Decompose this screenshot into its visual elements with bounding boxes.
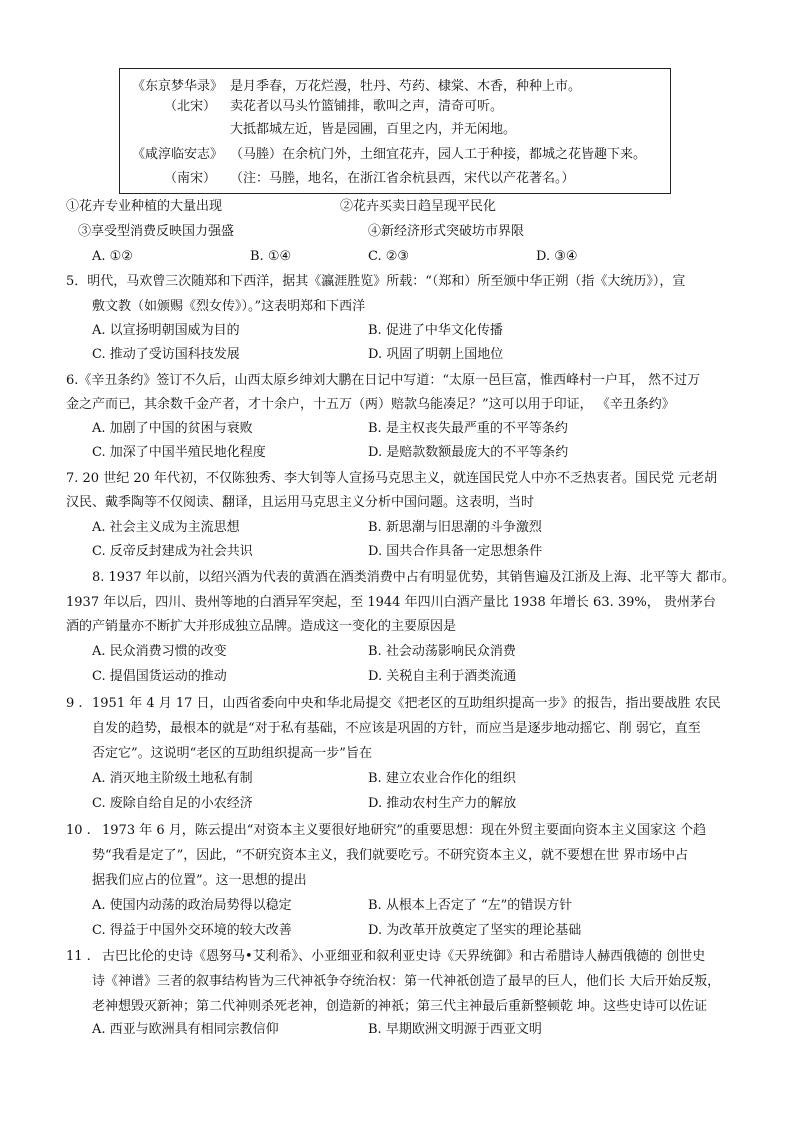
q11-stem-line-3: 老神想毁灭新神；第二代神则杀死老神，创造新的神祇；第三代主神最后重新整顿乾 坤。这些史诗可以佐证: [92, 999, 708, 1014]
q10-option-c: C. 得益于中国外交环境的较大改善: [92, 923, 292, 938]
q9-stem-line-3: 否定它”。这说明“老区的互助组织提高一步”旨在: [92, 746, 372, 761]
q6-stem-line-1: 6.《辛丑条约》签订不久后，山西太原乡绅刘大鹏在日记中写道：“太原一邑巨富，惟西峰村一户耳， 然不过万: [66, 373, 701, 388]
source-era-2: （南宋）: [164, 171, 217, 186]
q9-option-b: B. 建立农业合作化的组织: [368, 771, 516, 786]
q4-statement-3: ③享受型消费反映国力强盛: [78, 224, 235, 239]
q5-stem-line-1: 5．明代，马欢曾三次随郑和下西洋，据其《瀛涯胜览》所载：“（郑和）所至颁中华正朔（指《大统历》），宣: [66, 274, 686, 289]
q4-statement-1: ①花卉专业种植的大量出现: [66, 199, 223, 214]
source-text-1: 是月季春，万花烂漫，牡丹、芍药、棣棠、木香，种种上市。: [230, 79, 582, 94]
q4-option-b: B. ①④: [250, 249, 292, 264]
q8-stem-line-1: 8. 1937 年以前，以绍兴酒为代表的黄酒在酒类消费中占有明显优势，其销售遍及江浙及上海、北平等大 都市。: [92, 570, 735, 585]
q5-option-c: C. 推动了受访国科技发展: [92, 347, 240, 362]
source-text-5: （注：马塍，地名，在浙江省余杭县西，宋代以产花著名。）: [230, 171, 575, 186]
q10-stem-line-3: 据我们应占的位置”。这一思想的提出: [92, 873, 307, 888]
q4-statement-2: ②花卉买卖日趋呈现平民化: [340, 199, 497, 214]
q4-option-a: A. ①②: [92, 249, 133, 264]
q6-option-c: C. 加深了中国半殖民地化程度: [92, 445, 266, 460]
source-text-3: 大抵都城左近，皆是园圃，百里之内，并无闲地。: [230, 122, 517, 137]
q8-stem-line-3: 酒的产销量亦不断扩大并形成独立品牌。造成这一变化的主要原因是: [66, 619, 457, 634]
q6-option-a: A. 加剧了中国的贫困与衰败: [92, 421, 253, 436]
q8-option-b: B. 社会动荡影响民众消费: [368, 644, 516, 659]
q6-option-d: D. 是赔款数额最庞大的不平等条约: [368, 445, 569, 460]
q7-stem-line-2: 汉民、戴季陶等不仅阅读、翻译，且运用马克思主义分析中国问题。这表明，当时: [66, 495, 535, 510]
q8-option-d: D. 关税自主利于酒类流通: [368, 669, 517, 684]
source-text-4: （马塍）在余杭门外，土细宜花卉，园人工于种接，都城之花皆趣下来。: [230, 147, 647, 162]
q11-option-b: B. 早期欧洲文明源于西亚文明: [368, 1022, 542, 1037]
source-text-2: 卖花者以马头竹篮铺排，歌叫之声，清奇可听。: [230, 99, 504, 114]
q5-stem-line-2: 敷文教（如颁赐《烈女传》）。”这表明郑和下西洋: [92, 299, 366, 314]
q4-statement-4: ④新经济形式突破坊市界限: [368, 224, 525, 239]
source-era-1: （北宋）: [164, 99, 217, 114]
q10-option-a: A. 使国内动荡的政治局势得以稳定: [92, 898, 292, 913]
q10-number: 10 .: [66, 823, 91, 838]
source-title-2: 《咸淳临安志》: [132, 147, 224, 162]
q11-number: 11 .: [66, 949, 91, 964]
q7-option-b: B. 新思潮与旧思潮的斗争激烈: [368, 520, 542, 535]
q11-option-a: A. 西亚与欧洲具有相同宗教信仰: [92, 1022, 279, 1037]
q10-stem-line-2: 势“我看是定了”，因此，“不研究资本主义，我们就要吃亏。不研究资本主义，就不要想在世 界市场中占: [92, 848, 689, 863]
q9-stem-line-1: 1951 年 4 月 17 日，山西省委向中央和华北局提交《把老区的互助组织提高一步》的报告，指出要战胜 农民: [92, 696, 721, 711]
q11-stem-line-1: 古巴比伦的史诗《恩努马•艾利希》、小亚细亚和叙利亚史诗《天界统御》和古希腊诗人赫西俄德的 创世史: [102, 949, 706, 964]
q5-option-d: D. 巩固了明朝上国地位: [368, 347, 504, 362]
q9-stem-line-2: 自发的趋势，最根本的就是“对于私有基础，不应该是巩固的方针，而应当是逐步地动摇它、削 弱它，直至: [92, 721, 701, 736]
q9-number: 9 .: [66, 696, 83, 711]
q5-option-a: A. 以宣扬明朝国威为目的: [92, 323, 240, 338]
q11-stem-line-2: 诗《神谱》三者的叙事结构皆为三代神祇争夺统治权：第一代神祇创造了最早的巨人，他们长 大后开始反叛，: [92, 974, 721, 989]
q10-stem-line-1: 1973 年 6 月，陈云提出“对资本主义要很好地研究”的重要思想：现在外贸主要面向资本主义国家这 个趋: [102, 823, 707, 838]
q10-option-b: B. 从根本上否定了 “左”的错误方针: [368, 898, 573, 913]
q4-option-d: D. ③④: [536, 249, 578, 264]
q9-option-d: D. 推动农村生产力的解放: [368, 796, 517, 811]
q7-option-a: A. 社会主义成为主流思想: [92, 520, 240, 535]
q7-option-c: C. 反帝反封建成为社会共识: [92, 544, 253, 559]
q10-option-d: D. 为改革开放奠定了坚实的理论基础: [368, 923, 582, 938]
q9-option-a: A. 消灭地主阶级土地私有制: [92, 771, 253, 786]
q6-stem-line-2: 金之产而已，其余数千金产者，才十余户，十五万（两）赔款乌能凑足？”这可以用于印证， 《辛丑条约》: [66, 397, 675, 412]
source-title-1: 《东京梦华录》: [132, 79, 224, 94]
q7-option-d: D. 国共合作具备一定思想条件: [368, 544, 543, 559]
q5-option-b: B. 促进了中华文化传播: [368, 323, 503, 338]
q6-option-b: B. 是主权丧失最严重的不平等条约: [368, 421, 568, 436]
q9-option-c: C. 废除自给自足的小农经济: [92, 796, 253, 811]
q8-option-c: C. 提倡国货运动的推动: [92, 669, 227, 684]
q8-stem-line-2: 1937 年以后，四川、贵州等地的白酒异军突起，至 1944 年四川白酒产量比 1938 年增长 63. 39%， 贵州茅台: [66, 595, 716, 610]
q8-option-a: A. 民众消费习惯的改变: [92, 644, 227, 659]
q4-option-c: C. ②③: [368, 249, 410, 264]
q7-stem-line-1: 7. 20 世纪 20 年代初，不仅陈独秀、李大钊等人宣扬马克思主义，就连国民党人中亦不乏热衷者。国民党 元老胡: [66, 471, 718, 486]
